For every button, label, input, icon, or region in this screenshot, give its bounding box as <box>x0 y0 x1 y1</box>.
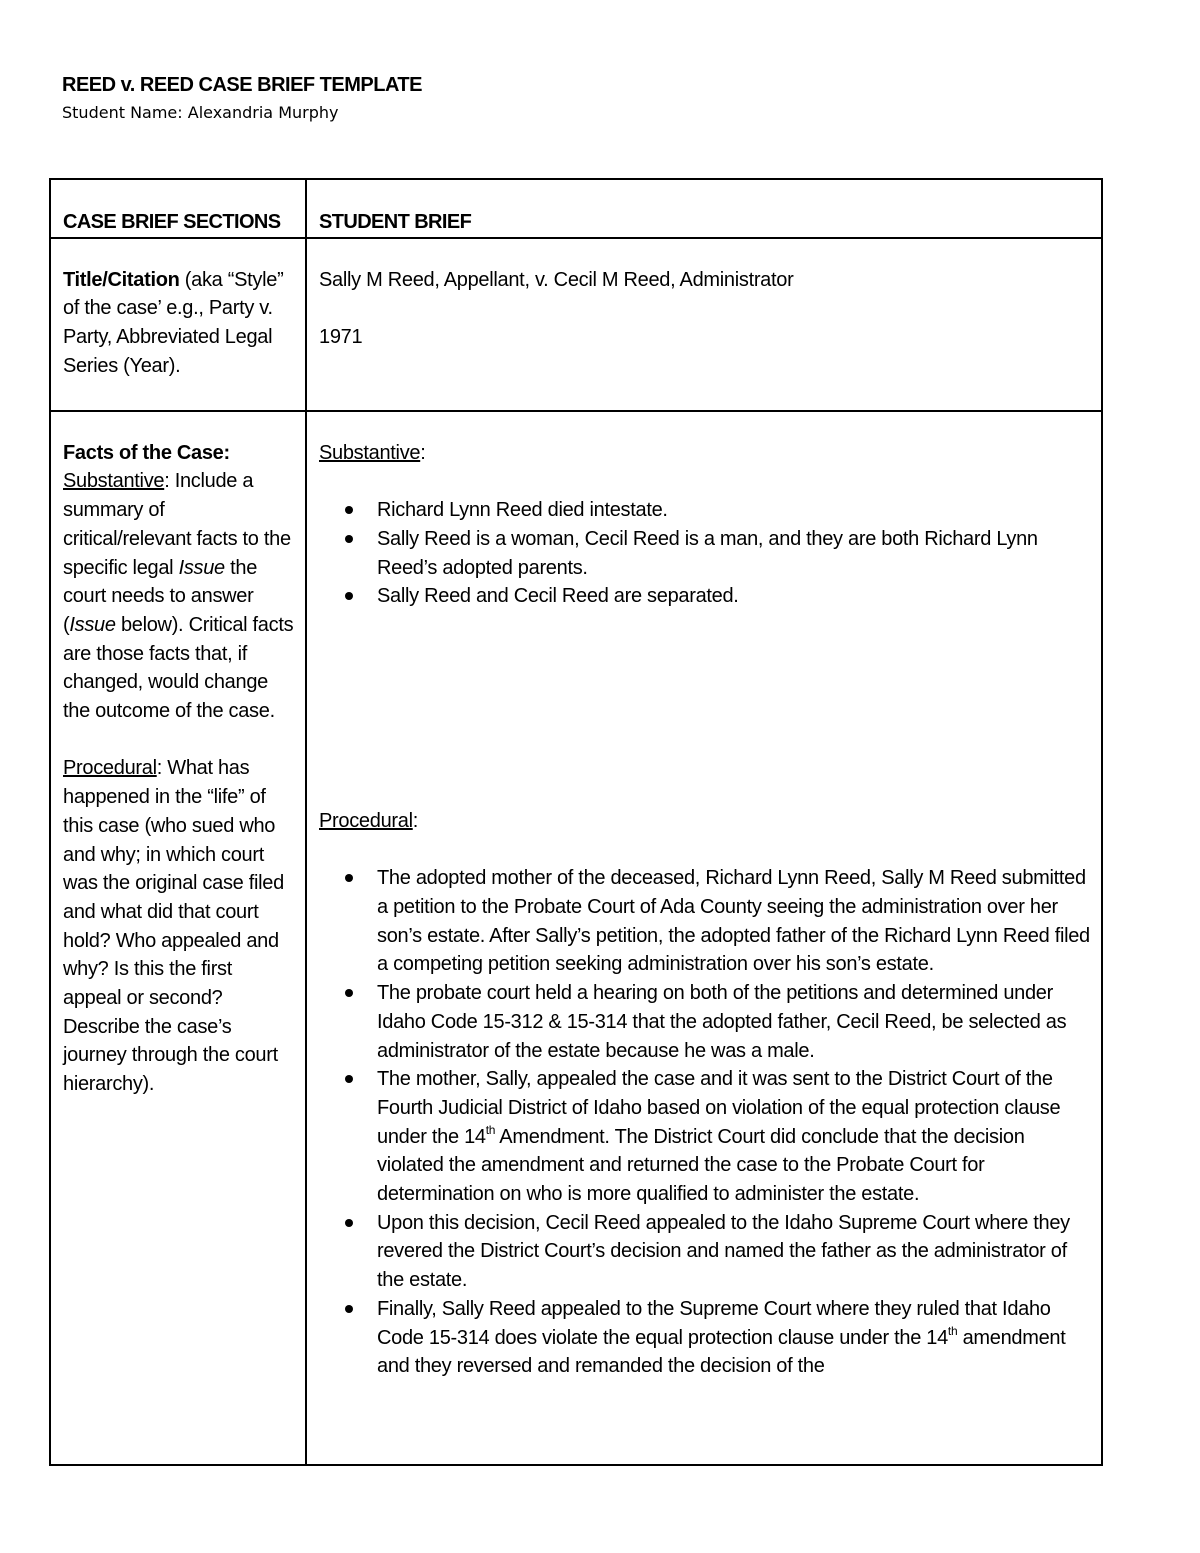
title-citation-label-cell <box>50 238 306 411</box>
procedural-instructions-label: Procedural <box>63 757 157 780</box>
case-year: 1971 <box>319 326 363 349</box>
issue-word: Issue <box>178 556 225 579</box>
superscript: th <box>947 1323 958 1338</box>
title-citation-answer <box>319 239 1091 352</box>
list-item-text: The probate court held a hearing on both of the petitions and determined under Idaho Code 15-312 & 15-314 that the adopted father, Cecil Reed, be selected as administrator of the estate because he was a male. <box>377 982 1067 1062</box>
substantive-heading-text: Substantive <box>319 441 421 464</box>
spacer <box>319 836 1091 865</box>
substantive-instructions-text: the court needs to answer ( <box>63 556 258 636</box>
spacer <box>319 611 1091 807</box>
list-item-text: Amendment. The District Court did conclude that the decision violated the amendment and returned the case to the Probate Court for determination on who is more qualified to administer the estate. <box>377 1125 1025 1206</box>
title-citation-answer-cell <box>306 238 1102 411</box>
list-item-text: Upon this decision, Cecil Reed appealed to the Idaho Supreme Court where they revered the District Court’s decision and named the father as the administrator of the estate. <box>377 1211 1070 1292</box>
substantive-instructions-label: Substantive <box>63 470 165 493</box>
spacer <box>319 467 1091 496</box>
list-item-text: Sally Reed is a woman, Cecil Reed is a man, and they are both Richard Lynn Reed’s adopted parents. <box>377 527 1038 579</box>
list-item-text: amendment and they reversed and remanded the decision of the <box>377 1326 1066 1378</box>
bullet-icon <box>345 535 353 543</box>
list-item <box>319 525 1091 582</box>
spacer <box>63 726 295 755</box>
student-name: Student Name: Alexandria Murphy <box>62 103 339 122</box>
title-citation-label-desc: (aka “Style” of the case’ e.g., Party v. Party, Abbreviated Legal Series (Year). <box>63 268 284 377</box>
facts-label <box>63 412 295 1099</box>
list-item <box>319 1209 1091 1295</box>
list-item-text: The adopted mother of the deceased, Richard Lynn Reed, Sally M Reed submitted a petition to the Probate Court of Ada County seeing the administration over her son’s estate. After Sally’s petition, the adopted father of the Richard Lynn Reed filed a competing petition seeking administration over his son’s estate. <box>377 867 1090 976</box>
list-item <box>319 864 1091 979</box>
title-citation-label <box>63 239 295 381</box>
facts-row <box>50 411 1102 1465</box>
procedural-heading-text: Procedural <box>319 809 413 832</box>
list-item-text: Richard Lynn Reed died intestate. <box>377 499 668 522</box>
procedural-list <box>319 864 1091 1381</box>
procedural-instructions-text: : What has happened in the “life” of this case (who sued who and why; in which court was the original case filed and what did that court hold? Who appealed and why? Is this the first appeal or second? Describe the case’s journey through the court hierarchy). <box>63 757 284 1096</box>
title-citation-label-bold: Title/Citation <box>63 268 180 291</box>
bullet-icon <box>345 1219 353 1227</box>
facts-answer <box>319 412 1091 1464</box>
procedural-heading <box>319 807 1091 836</box>
issue-word: Issue <box>69 613 116 636</box>
column-header-sections: CASE BRIEF SECTIONS <box>63 211 281 233</box>
column-header-brief: STUDENT BRIEF <box>319 211 472 233</box>
header-cell-sections <box>50 179 306 238</box>
list-item <box>319 1065 1091 1209</box>
colon: : <box>412 809 418 832</box>
substantive-instructions <box>63 467 295 725</box>
substantive-instructions-text: : Include a summary of critical/relevant facts to the specific legal <box>63 470 291 579</box>
spacer <box>319 294 1091 323</box>
substantive-instructions-text: below). Critical facts are those facts that, if changed, would change the outcome of the case. <box>63 613 294 723</box>
list-item <box>319 1295 1091 1381</box>
case-citation: Sally M Reed, Appellant, v. Cecil M Reed, Administrator <box>319 268 794 291</box>
bullet-icon <box>345 989 353 997</box>
bullet-icon <box>345 874 353 882</box>
list-item <box>319 582 1091 611</box>
title-citation-row <box>50 238 1102 411</box>
procedural-instructions <box>63 754 295 1098</box>
list-item <box>319 979 1091 1065</box>
facts-label-heading: Facts of the Case: <box>63 441 230 464</box>
document-title: REED v. REED CASE BRIEF TEMPLATE <box>62 74 422 96</box>
superscript: th <box>485 1122 496 1137</box>
bullet-icon <box>345 1305 353 1313</box>
table-header-row <box>50 179 1102 238</box>
bullet-icon <box>345 1075 353 1083</box>
list-item-text: Finally, Sally Reed appealed to the Supreme Court where they ruled that Idaho Code 15-314 does violate the equal protection clause under the 14 <box>377 1297 1051 1349</box>
colon: : <box>420 441 426 464</box>
facts-label-cell <box>50 411 306 1465</box>
bullet-icon <box>345 506 353 514</box>
facts-answer-cell <box>306 411 1102 1465</box>
list-item-text: The mother, Sally, appealed the case and it was sent to the District Court of the Fourth Judicial District of Idaho based on violation of the equal protection clause under the 14 <box>377 1068 1061 1148</box>
substantive-list <box>319 496 1091 611</box>
substantive-heading <box>319 439 1091 468</box>
list-item <box>319 496 1091 525</box>
header-cell-brief <box>306 179 1102 238</box>
case-brief-table <box>49 178 1103 1466</box>
list-item-text: Sally Reed and Cecil Reed are separated. <box>377 585 739 608</box>
bullet-icon <box>345 592 353 600</box>
